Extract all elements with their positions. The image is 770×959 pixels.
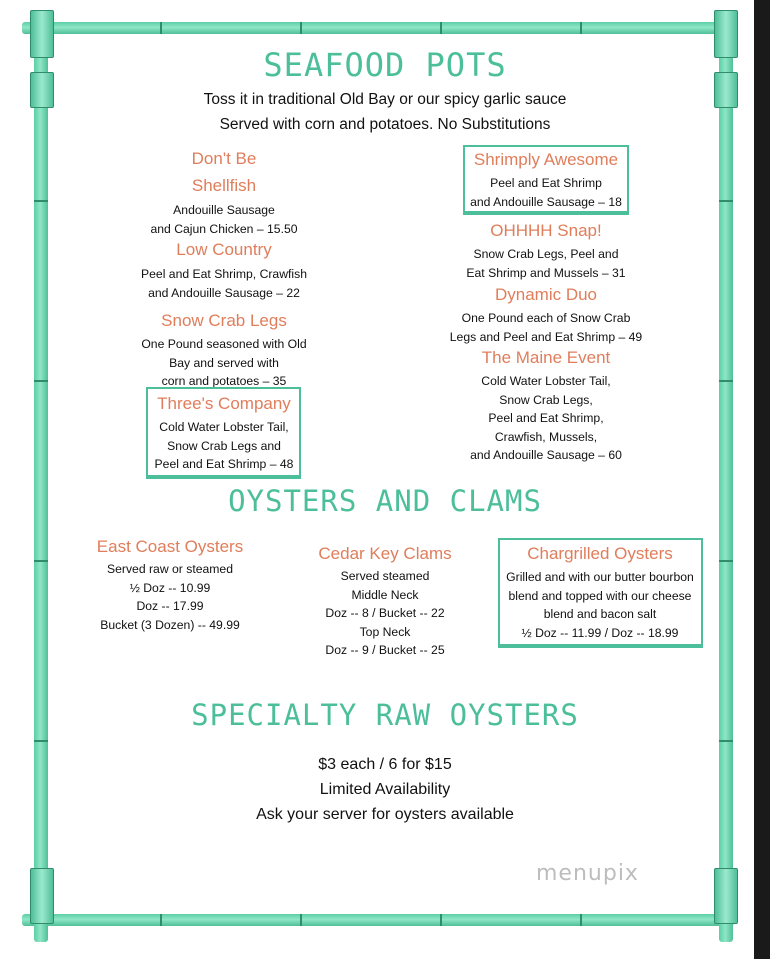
item-title: Low Country (176, 240, 272, 259)
item-description: Cold Water Lobster Tail, Snow Crab Legs, Peel and Eat Shrimp, Crawfish, Mussels, and Andouille Sausage – 60 (470, 374, 622, 462)
item-description: Served steamed Middle Neck Doz -- 8 / Bucket -- 22 Top Neck Doz -- 9 / Bucket -- 25 (325, 569, 445, 657)
seafood-subtitle-1: Toss it in traditional Old Bay or our spicy garlic sauce (203, 91, 567, 108)
item-description: Peel and Eat Shrimp and Andouille Sausage – 18 (470, 176, 622, 209)
item-title: Don't Be (191, 149, 257, 168)
specialty-price: $3 each / 6 for $15 (318, 756, 452, 773)
item-title: Three's Company (157, 394, 291, 413)
specialty-availability: Limited Availability (319, 781, 451, 798)
seafood-subtitle-2: Served with corn and potatoes. No Substitutions (219, 116, 551, 133)
item-title: Chargrilled Oysters (527, 544, 673, 563)
specialty-title: SPECIALTY RAW OYSTERS (191, 698, 579, 732)
item-title: OHHHH Snap! (490, 221, 602, 240)
item-description: Andouille Sausage and Cajun Chicken – 15.50 (150, 203, 298, 236)
watermark: menupix (536, 861, 639, 886)
item-title: Dynamic Duo (494, 285, 598, 304)
specialty-note: Ask your server for oysters available (256, 806, 514, 823)
item-description: One Pound each of Snow Crab Legs and Peel and Eat Shrimp – 49 (449, 311, 643, 344)
item-title: Cedar Key Clams (318, 544, 452, 563)
item-description: Cold Water Lobster Tail, Snow Crab Legs and Peel and Eat Shrimp – 48 (154, 420, 294, 471)
item-description: One Pound seasoned with Old Bay and served with corn and potatoes – 35 (141, 337, 307, 388)
seafood-pots-title: SEAFOOD POTS (263, 46, 507, 84)
item-description: Served raw or steamed ½ Doz -- 10.99 Doz -- 17.99 Bucket (3 Dozen) -- 49.99 (100, 562, 240, 632)
item-title: The Maine Event (481, 348, 611, 367)
screen-edge (754, 0, 770, 959)
item-description: Grilled and with our butter bourbon blend and topped with our cheese blend and bacon salt ½ Doz -- 11.99 / Doz -- 18.99 (506, 570, 694, 640)
item-description: Peel and Eat Shrimp, Crawfish and Andouille Sausage – 22 (141, 267, 307, 300)
item-title: Shellfish (191, 176, 257, 195)
item-description: Snow Crab Legs, Peel and Eat Shrimp and Mussels – 31 (466, 247, 626, 280)
item-title: Snow Crab Legs (161, 311, 287, 330)
item-title: East Coast Oysters (96, 537, 244, 556)
oysters-clams-title: OYSTERS AND CLAMS (228, 484, 542, 518)
item-title: Shrimply Awesome (473, 150, 619, 169)
